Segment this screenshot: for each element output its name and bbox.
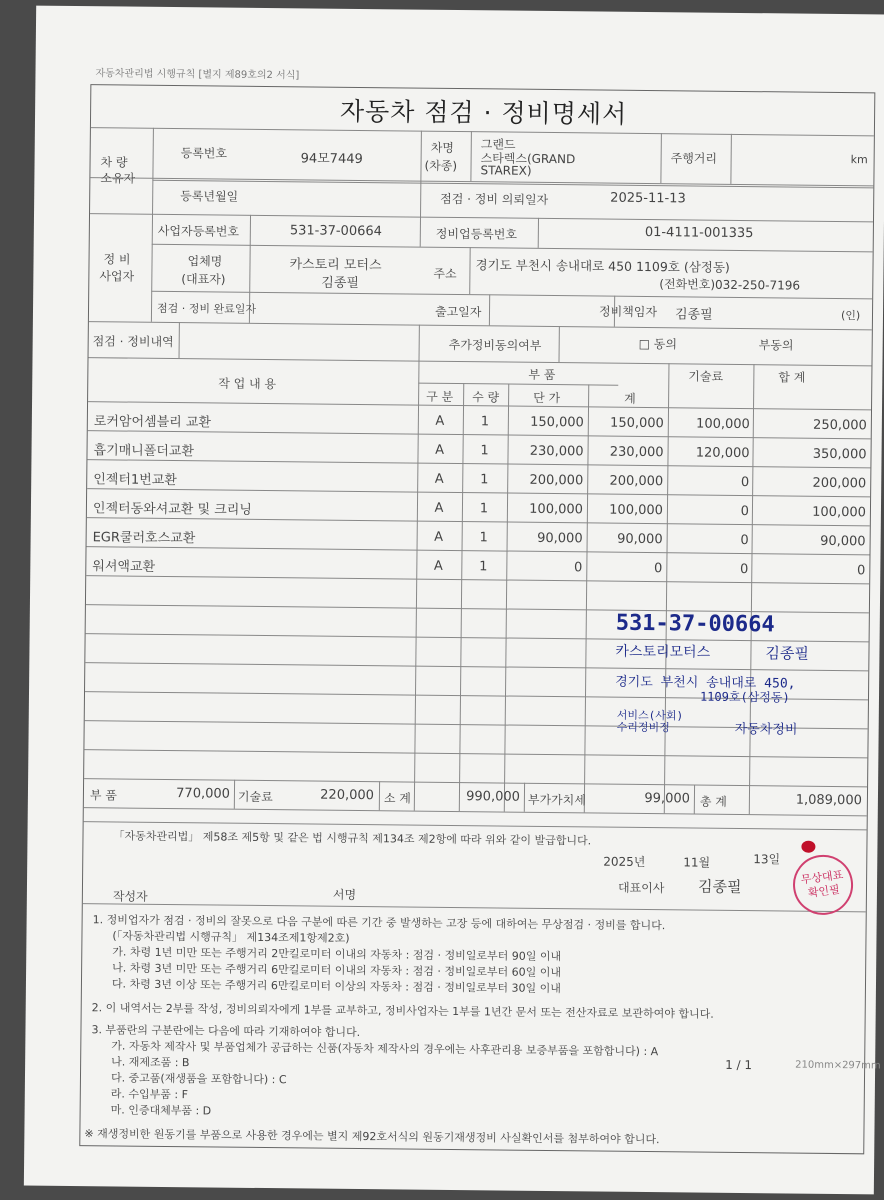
- col-type-header: 구 분: [426, 389, 454, 404]
- row-qty: 1: [480, 443, 489, 459]
- totals-vat-label: 부가가치세: [527, 792, 586, 808]
- row-total: 0: [856, 563, 866, 579]
- totals-grand-value: 1,089,000: [795, 792, 862, 809]
- note-line: 3. 부품란의 구분란에는 다음에 따라 기재하여야 합니다.: [91, 1023, 361, 1040]
- rep-name: 김종필: [697, 877, 742, 897]
- row-amount: 100,000: [609, 502, 664, 519]
- row-tech-fee: 0: [739, 561, 749, 578]
- row-desc: 흡기매니폴더교환: [93, 443, 195, 460]
- note-line: 가. 차령 1년 미만 또는 주행거리 2만킬로미터 이내의 자동차 : 점검 · 정비일로부터 90일 이내: [112, 945, 562, 964]
- col-parts-header: 부 품: [528, 367, 556, 383]
- document-paper: [24, 6, 884, 1195]
- document-title: 자동차 점검 · 정비명세서: [339, 96, 628, 129]
- red-ink-mark: [801, 841, 815, 853]
- note-line: 2. 이 내역서는 2부를 작성, 정비의뢰자에게 1부를 교부하고, 정비사업자는 1부를 1년간 문서 또는 전산자료로 보관하여야 합니다.: [91, 1001, 714, 1021]
- note-line: (「자동차관리법 시행규칙」 제134조제1항제2호): [112, 929, 350, 945]
- row-unit-price: 90,000: [537, 530, 583, 547]
- totals-tech-label: 기술료: [237, 789, 273, 805]
- row-desc: 워셔액교환: [92, 559, 156, 575]
- row-amount: 230,000: [609, 444, 664, 461]
- row-desc: EGR쿨러호스교환: [92, 530, 196, 547]
- row-unit-price: 100,000: [529, 501, 584, 518]
- totals-subtotal-value: 990,000: [466, 789, 521, 805]
- request-date-label: 점검 · 정비 의뢰일자: [440, 191, 549, 207]
- stamp-company: 카스토리모터스: [615, 643, 711, 661]
- row-unit-price: 230,000: [529, 443, 584, 460]
- request-date-value: 2025-11-13: [610, 190, 686, 207]
- issue-statement: 「자동차관리법」 제58조 제5항 및 같은 법 시행규칙 제134조 제2항에 따라 위와 같이 발급합니다.: [113, 829, 592, 848]
- row-type: A: [434, 529, 444, 545]
- row-type: A: [435, 442, 445, 458]
- col-tech-header: 기술료: [688, 369, 724, 384]
- row-qty: 1: [479, 501, 489, 517]
- row-total: 350,000: [812, 446, 867, 463]
- company-label-2: (대표자): [181, 272, 226, 287]
- row-qty: 1: [480, 414, 490, 430]
- writer-label: 작성자: [112, 889, 148, 904]
- disagree-label: 부동의: [758, 338, 794, 353]
- manager-name: 김종필: [674, 307, 713, 323]
- representative-name: 김종필: [321, 275, 360, 291]
- note-line: ※ 재생정비한 원동기를 부품으로 사용한 경우에는 별지 제92호서식의 원동기재생정비 사실확인서를 첨부하여야 합니다.: [84, 1127, 660, 1147]
- issue-month: 11월: [683, 855, 711, 870]
- shop-reg-value: 01-4111-001335: [644, 224, 754, 242]
- seal-text-1: 무상대표: [800, 868, 844, 887]
- mileage-label: 주행거리: [670, 151, 718, 166]
- note-line: 마. 인증대체부품 : D: [110, 1103, 212, 1118]
- stamp-biz-no: 531-37-00664: [615, 610, 775, 638]
- note-line: 다. 중고품(재생품을 포함합니다) : C: [110, 1071, 287, 1087]
- stamp-svc-3: 자동차정비: [734, 721, 798, 738]
- work-detail-label: 점검 · 정비내역: [92, 334, 174, 350]
- agree-label: 동의: [653, 337, 678, 352]
- complete-date-label: 점검 · 정비 완료일자: [156, 301, 257, 316]
- note-line: 가. 자동차 제작사 및 부품업체가 공급하는 신품(자동차 제작사의 경우에는 사후관리용 보증부품을 포함합니다) : A: [111, 1039, 659, 1059]
- owner-section-label-2: 소유자: [100, 171, 136, 186]
- stamp-svc-1: 서비스(사회): [616, 708, 684, 723]
- company-name: 카스토리 모터스: [289, 257, 382, 274]
- address-value: 경기도 부천시 송내대로 450 1109호 (삼정동): [475, 257, 730, 275]
- row-total: 250,000: [813, 417, 867, 434]
- totals-parts-value: 770,000: [176, 786, 231, 802]
- address-label: 주소: [433, 266, 457, 281]
- col-amount-header: 계: [624, 391, 636, 406]
- sign-label: 서명: [332, 887, 357, 902]
- inspection-form: [79, 84, 875, 1154]
- paper-size: 210mm×297mm: [795, 1059, 881, 1072]
- note-line: 나. 차령 3년 미만 또는 주행거리 6만킬로미터 이내의 자동차 : 점검 · 정비일로부터 60일 이내: [112, 961, 562, 980]
- stamp-addr-1: 경기도 부천시 송내대로 450,: [615, 674, 796, 692]
- issue-day: 13일: [753, 852, 781, 867]
- row-total: 200,000: [812, 475, 867, 492]
- biz-no-label: 사업자등록번호: [157, 223, 240, 239]
- row-desc: 인젝터동와셔교환 및 크리닝: [92, 501, 252, 518]
- totals-parts-label: 부 품: [89, 788, 118, 803]
- company-label: 업체명: [187, 254, 223, 269]
- model-value-3: STAREX): [480, 163, 532, 178]
- row-desc: 로커암어셈블리 교환: [93, 414, 212, 431]
- row-desc: 인젝터1번교환: [93, 472, 177, 489]
- seal-mark: (인): [840, 309, 861, 323]
- owner-section-label: 차 량: [100, 155, 128, 170]
- manager-label: 정비책임자: [598, 304, 658, 320]
- model-value-2: 스타렉스(GRAND: [480, 151, 576, 167]
- seal-text-2: 확인필: [807, 882, 841, 900]
- model-label: 차명: [430, 140, 454, 155]
- note-line: 다. 차령 3년 이상 또는 주행거리 6만킬로미터 이상의 자동차 : 점검 · 정비일로부터 30일 이내: [111, 977, 561, 996]
- row-unit-price: 200,000: [529, 472, 584, 489]
- agree-option[interactable]: [639, 335, 678, 352]
- reg-year-label: 등록년월일: [180, 189, 239, 204]
- totals-vat-value: 99,000: [644, 790, 691, 807]
- form-header-note: 자동차관리법 시행규칙 [별지 제89호의2 서식]: [95, 68, 300, 82]
- stamp-addr-2: 1109호(삼정동): [699, 689, 790, 705]
- totals-grand-label: 총 계: [699, 794, 727, 809]
- page-number: 1 / 1: [725, 1057, 753, 1073]
- row-type: A: [434, 500, 444, 516]
- note-line: 라. 수입부품 : F: [110, 1087, 189, 1102]
- totals-tech-value: 220,000: [320, 787, 375, 804]
- row-tech-fee: 0: [740, 503, 750, 520]
- row-qty: 1: [479, 530, 488, 546]
- row-unit-price: 150,000: [530, 414, 584, 431]
- rep-label: 대표이사: [617, 880, 665, 896]
- mechanic-section-label: 정 비: [103, 252, 131, 267]
- totals-subtotal-label: 소 계: [383, 791, 411, 806]
- reg-no-value: 94모7449: [300, 151, 363, 168]
- mechanic-section-label-2: 사업자: [99, 269, 135, 284]
- col-unit-header: 단 가: [533, 390, 561, 406]
- row-type: A: [434, 471, 444, 487]
- biz-no-value: 531-37-00664: [289, 223, 383, 240]
- row-total: 90,000: [820, 533, 866, 550]
- row-amount: 150,000: [610, 415, 664, 432]
- checkbox-icon: □: [638, 336, 654, 352]
- row-type: A: [433, 558, 443, 574]
- col-work-header: 작 업 내 용: [218, 376, 277, 392]
- row-amount: 90,000: [617, 531, 663, 548]
- shop-reg-label: 정비업등록번호: [435, 226, 518, 242]
- row-tech-fee: 0: [740, 474, 750, 491]
- row-type: A: [435, 413, 445, 429]
- col-qty-header: 수 량: [472, 390, 500, 405]
- row-amount: 0: [653, 561, 663, 577]
- issue-year: 2025년: [603, 854, 646, 870]
- row-unit-price: 0: [573, 560, 583, 576]
- phone-value: (전화번호)032-250-7196: [659, 277, 801, 293]
- row-total: 100,000: [812, 504, 867, 521]
- release-date-label: 출고일자: [434, 304, 482, 320]
- reg-no-label: 등록번호: [180, 146, 228, 161]
- row-qty: 1: [480, 472, 489, 488]
- col-total-header: 합 계: [778, 370, 806, 385]
- row-tech-fee: 0: [740, 532, 749, 549]
- note-line: 1. 정비업자가 점검 · 정비의 잘못으로 다음 구분에 따른 기간 중 발생하는 고장 등에 대하여는 무상점검 · 정비를 합니다.: [92, 913, 666, 933]
- row-qty: 1: [479, 559, 488, 575]
- company-seal: [789, 851, 856, 918]
- extra-consent-label: 추가정비동의여부: [448, 337, 542, 353]
- stamp-name: 김종필: [765, 644, 810, 663]
- row-tech-fee: 100,000: [696, 416, 750, 433]
- row-amount: 200,000: [609, 473, 664, 490]
- row-tech-fee: 120,000: [695, 445, 750, 462]
- model-value-1: 그랜드: [480, 137, 516, 152]
- note-line: 나. 재제조품 : B: [111, 1055, 190, 1070]
- disagree-option[interactable]: [759, 336, 794, 353]
- mileage-unit: km: [850, 153, 868, 167]
- model-label-2: (차종): [424, 158, 458, 173]
- stamp-svc-2: 수리정비정: [616, 720, 670, 735]
